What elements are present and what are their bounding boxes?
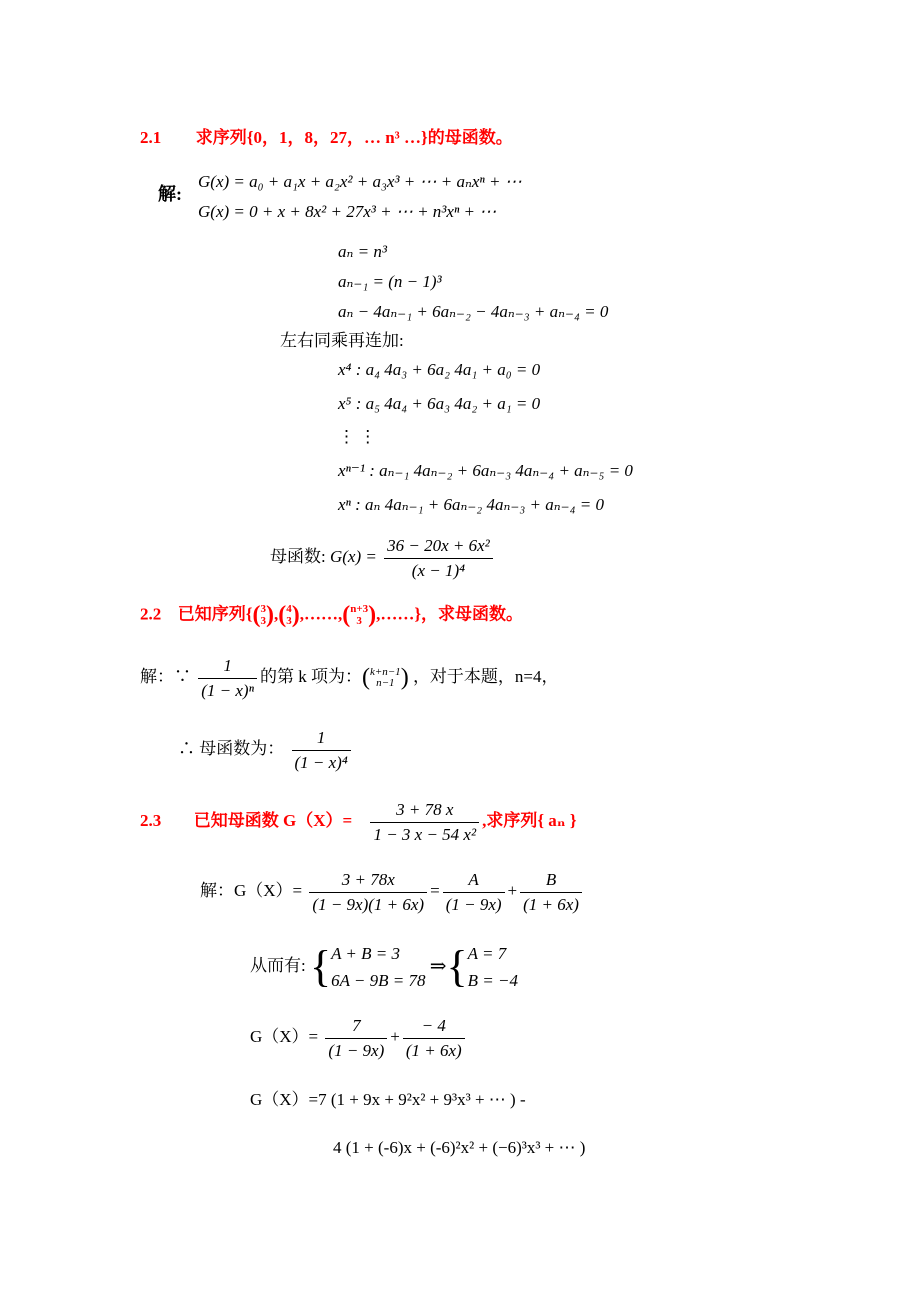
- problem-statement-prefix: 已知母函数 G（X）=: [193, 810, 353, 830]
- frac-original: [309, 870, 427, 914]
- recurrence-equation: aₙ − 4aₙ₋₁ + 6aₙ₋₂ − 4aₙ₋₃ + aₙ₋₄ = 0: [338, 302, 609, 321]
- equation-system: 从而有: {A + B = 3 6A − 9B = 78 ⇒{A = 7 B = −4: [250, 940, 518, 994]
- partial-fraction-line: 解：G（X）= $\frac{3 + 78x}{(1 - 9x)(1 + 6x)}$ = $\frac{A}{(1 - 9x)}$ + $\frac{B}{(1 + 6x)}$: [200, 870, 585, 914]
- system-2-eq-2: B = −4: [467, 971, 518, 991]
- g-frac-1-den: (1 − 9x): [328, 1040, 385, 1060]
- result-numerator: 36 − 20x + 6x²: [384, 536, 493, 559]
- problem-2-1-title: [140, 128, 513, 148]
- g-frac-2-den: (1 + 6x): [405, 1040, 462, 1060]
- problem-statement-suffix: ，求母函数。: [421, 604, 524, 624]
- title-numerator: 3 + 78 x: [370, 800, 479, 823]
- frac-b-den: (1 + 6x): [523, 894, 579, 914]
- therefore-text: ∴ 母函数为：: [178, 738, 285, 758]
- problem-2-2-solution: 解：∵ $\frac{1}{\text{(1 − x)ⁿ}}$ 的第 k 项为：(k+n−1 n−1 ) ，对于本题，n=4，: [140, 656, 559, 700]
- g-frac-1: [325, 1016, 387, 1060]
- an-definition: aₙ = n³: [338, 242, 387, 261]
- system-1-eq-1: A + B = 3: [331, 944, 401, 963]
- system-1-eq-2: 6A − 9B = 78: [331, 971, 426, 991]
- series-denominator: (1 − x)ⁿ: [201, 680, 254, 700]
- title-denominator: 1 − 3 x − 54 x²: [373, 824, 477, 844]
- because-symbol: ∵: [174, 666, 191, 686]
- binom-bottom: n−1: [376, 677, 395, 690]
- frac-b: [520, 870, 582, 914]
- system-2-eq-1: A = 7: [467, 944, 507, 963]
- result-denominator: (x − 1)⁴: [411, 560, 466, 580]
- frac-a-num: A: [443, 870, 505, 893]
- answer-numerator: 1: [292, 728, 351, 751]
- result-label: 母函数:: [270, 546, 326, 566]
- kth-term-text: 的第 k 项为：: [259, 666, 362, 686]
- sum-row-1: x⁴ : a₄ 4a₃ + 6a₂ 4a₁ + a₀ = 0: [338, 360, 541, 379]
- problem-number: 2.1: [140, 128, 162, 147]
- sum-row-ellipsis: ⋮ ⋮: [338, 427, 377, 446]
- multiply-add-label: 左右同乘再连加:: [280, 331, 404, 350]
- solution-label: 解：: [140, 666, 174, 686]
- g-frac-1-num: 7: [325, 1016, 387, 1039]
- problem-number: 2.3: [140, 810, 162, 830]
- problem-2-2-answer: [178, 728, 354, 772]
- frac-b-num: B: [520, 870, 582, 893]
- gx-line-2: G(x) = 0 + x + 8x² + 27x³ + ⋯ + n³xⁿ + ⋯: [198, 202, 497, 221]
- problem-2-3-title: [140, 800, 577, 844]
- g-frac-2: [403, 1016, 465, 1060]
- generating-function-result: [270, 536, 496, 580]
- result-lhs: G(x) =: [329, 546, 377, 566]
- problem-number: 2.2: [140, 604, 162, 624]
- sum-row-n: xⁿ : aₙ 4aₙ₋₁ + 6aₙ₋₂ 4aₙ₋₃ + aₙ₋₄ = 0: [338, 495, 604, 514]
- frac-a-den: (1 − 9x): [445, 894, 502, 914]
- expansion-line-2: 4 (1 + (-6)x + (-6)²x² + (−6)³x³ + ⋯ ): [333, 1138, 586, 1157]
- frac-original-den: (1 − 9x)(1 + 6x): [312, 894, 425, 914]
- expansion-line-1: G（X）=7 (1 + 9x + 9²x² + 9³x³ + ⋯ ) -: [250, 1090, 526, 1109]
- sum-row-n-minus-1: xⁿ⁻¹ : aₙ₋₁ 4aₙ₋₂ + 6aₙ₋₃ 4aₙ₋₄ + aₙ₋₅ = 0: [338, 461, 633, 480]
- sum-row-2: x⁵ : a₅ 4a₄ + 6a₃ 4a₂ + a₁ = 0: [338, 394, 541, 413]
- problem-2-2-title: 2.2 已知序列{(3 3),(4 3),……,(n+3 3 ),……}，求母函数。: [140, 602, 524, 628]
- problem-statement: 求序列{0，1，8，27，… n³ …}的母函数。: [195, 128, 513, 147]
- problem-statement-suffix: ,求序列{ aₙ }: [482, 810, 577, 830]
- solution-label: 解：G（X）=: [200, 880, 303, 900]
- binom-top: k+n−1: [369, 665, 401, 678]
- an-minus-1-definition: aₙ₋₁ = (n − 1)³: [338, 272, 442, 291]
- note-text: ，对于本题，n=4，: [412, 666, 559, 686]
- gx-line-1: G(x) = a₀ + a₁x + a₂x² + a₃x³ + ⋯ + aₙxⁿ + ⋯: [198, 172, 522, 191]
- answer-fraction: [292, 728, 351, 772]
- result-fraction: [384, 536, 493, 580]
- thus-label: 从而有:: [250, 956, 306, 976]
- problem-statement-prefix: 已知序列: [177, 604, 246, 624]
- series-numerator: 1: [198, 656, 257, 679]
- g-frac-2-num: − 4: [403, 1016, 465, 1039]
- title-fraction: [370, 800, 479, 844]
- system-2: [468, 940, 518, 994]
- frac-original-num: 3 + 78x: [309, 870, 427, 893]
- frac-a: [443, 870, 505, 914]
- series-fraction: [198, 656, 257, 700]
- solution-label: 解:: [158, 184, 182, 204]
- system-1: [331, 940, 425, 994]
- g-label: G（X）=: [250, 1026, 319, 1046]
- g-decomposed: G（X）= $\frac{7}{(1 - 9x)}$ + $\frac{- 4}{(1 + 6x)}$: [250, 1016, 468, 1060]
- answer-denominator: (1 − x)⁴: [294, 752, 348, 772]
